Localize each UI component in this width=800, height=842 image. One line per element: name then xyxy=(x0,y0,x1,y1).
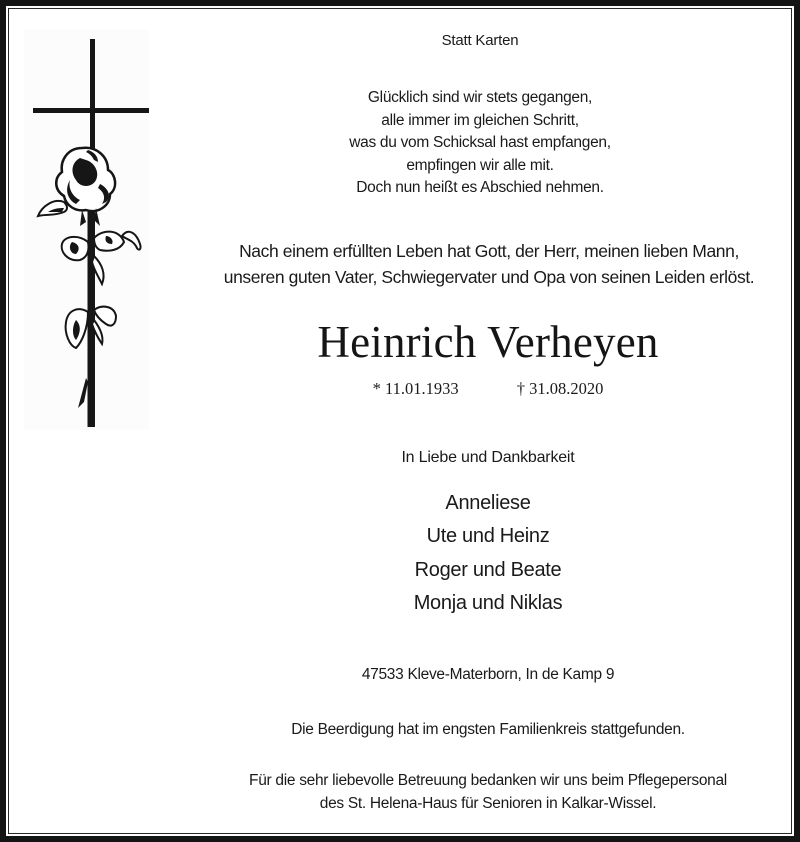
poem-line-4: empfingen wir alle mit. xyxy=(406,157,554,174)
poem-line-5: Doch nun heißt es Abschied nehmen. xyxy=(356,179,604,196)
mourner-2: Ute und Heinz xyxy=(426,525,550,547)
poem-line-3: was du vom Schicksal hast empfangen, xyxy=(349,134,611,151)
mourner-4: Monja und Niklas xyxy=(413,592,563,614)
poem-line-2: alle immer im gleichen Schritt, xyxy=(381,112,579,129)
mourner-3: Roger und Beate xyxy=(414,559,562,581)
life-dates xyxy=(176,379,800,399)
deceased-name: Heinrich Verheyen xyxy=(317,317,659,367)
thanks-line-2: des St. Helena-Haus für Senioren in Kalkar-Wissel. xyxy=(319,795,657,812)
poem-line-1: Glücklich sind wir stets gegangen, xyxy=(367,89,593,106)
birth-date: * 11.01.1933 xyxy=(372,379,459,398)
cross-with-rose-icon xyxy=(24,30,149,430)
funeral-note: Die Beerdigung hat im engsten Familienkreis stattgefunden. xyxy=(291,721,685,738)
cross-rose-illustration xyxy=(24,30,149,430)
mourner-1: Anneliese xyxy=(445,492,531,514)
thanks-line-1: Für die sehr liebevolle Betreuung bedanken wir uns beim Pflegepersonal xyxy=(249,772,727,789)
closing-phrase: In Liebe und Dankbarkeit xyxy=(401,449,575,466)
intro-line-2: unseren guten Vater, Schwiegervater und Opa von seinen Leiden erlöst. xyxy=(223,267,755,287)
address: 47533 Kleve-Materborn, In de Kamp 9 xyxy=(361,666,615,683)
death-date: † 31.08.2020 xyxy=(516,379,604,398)
header-statt-karten: Statt Karten xyxy=(441,32,519,49)
intro-line-1: Nach einem erfüllten Leben hat Gott, der Herr, meinen lieben Mann, xyxy=(239,241,739,261)
